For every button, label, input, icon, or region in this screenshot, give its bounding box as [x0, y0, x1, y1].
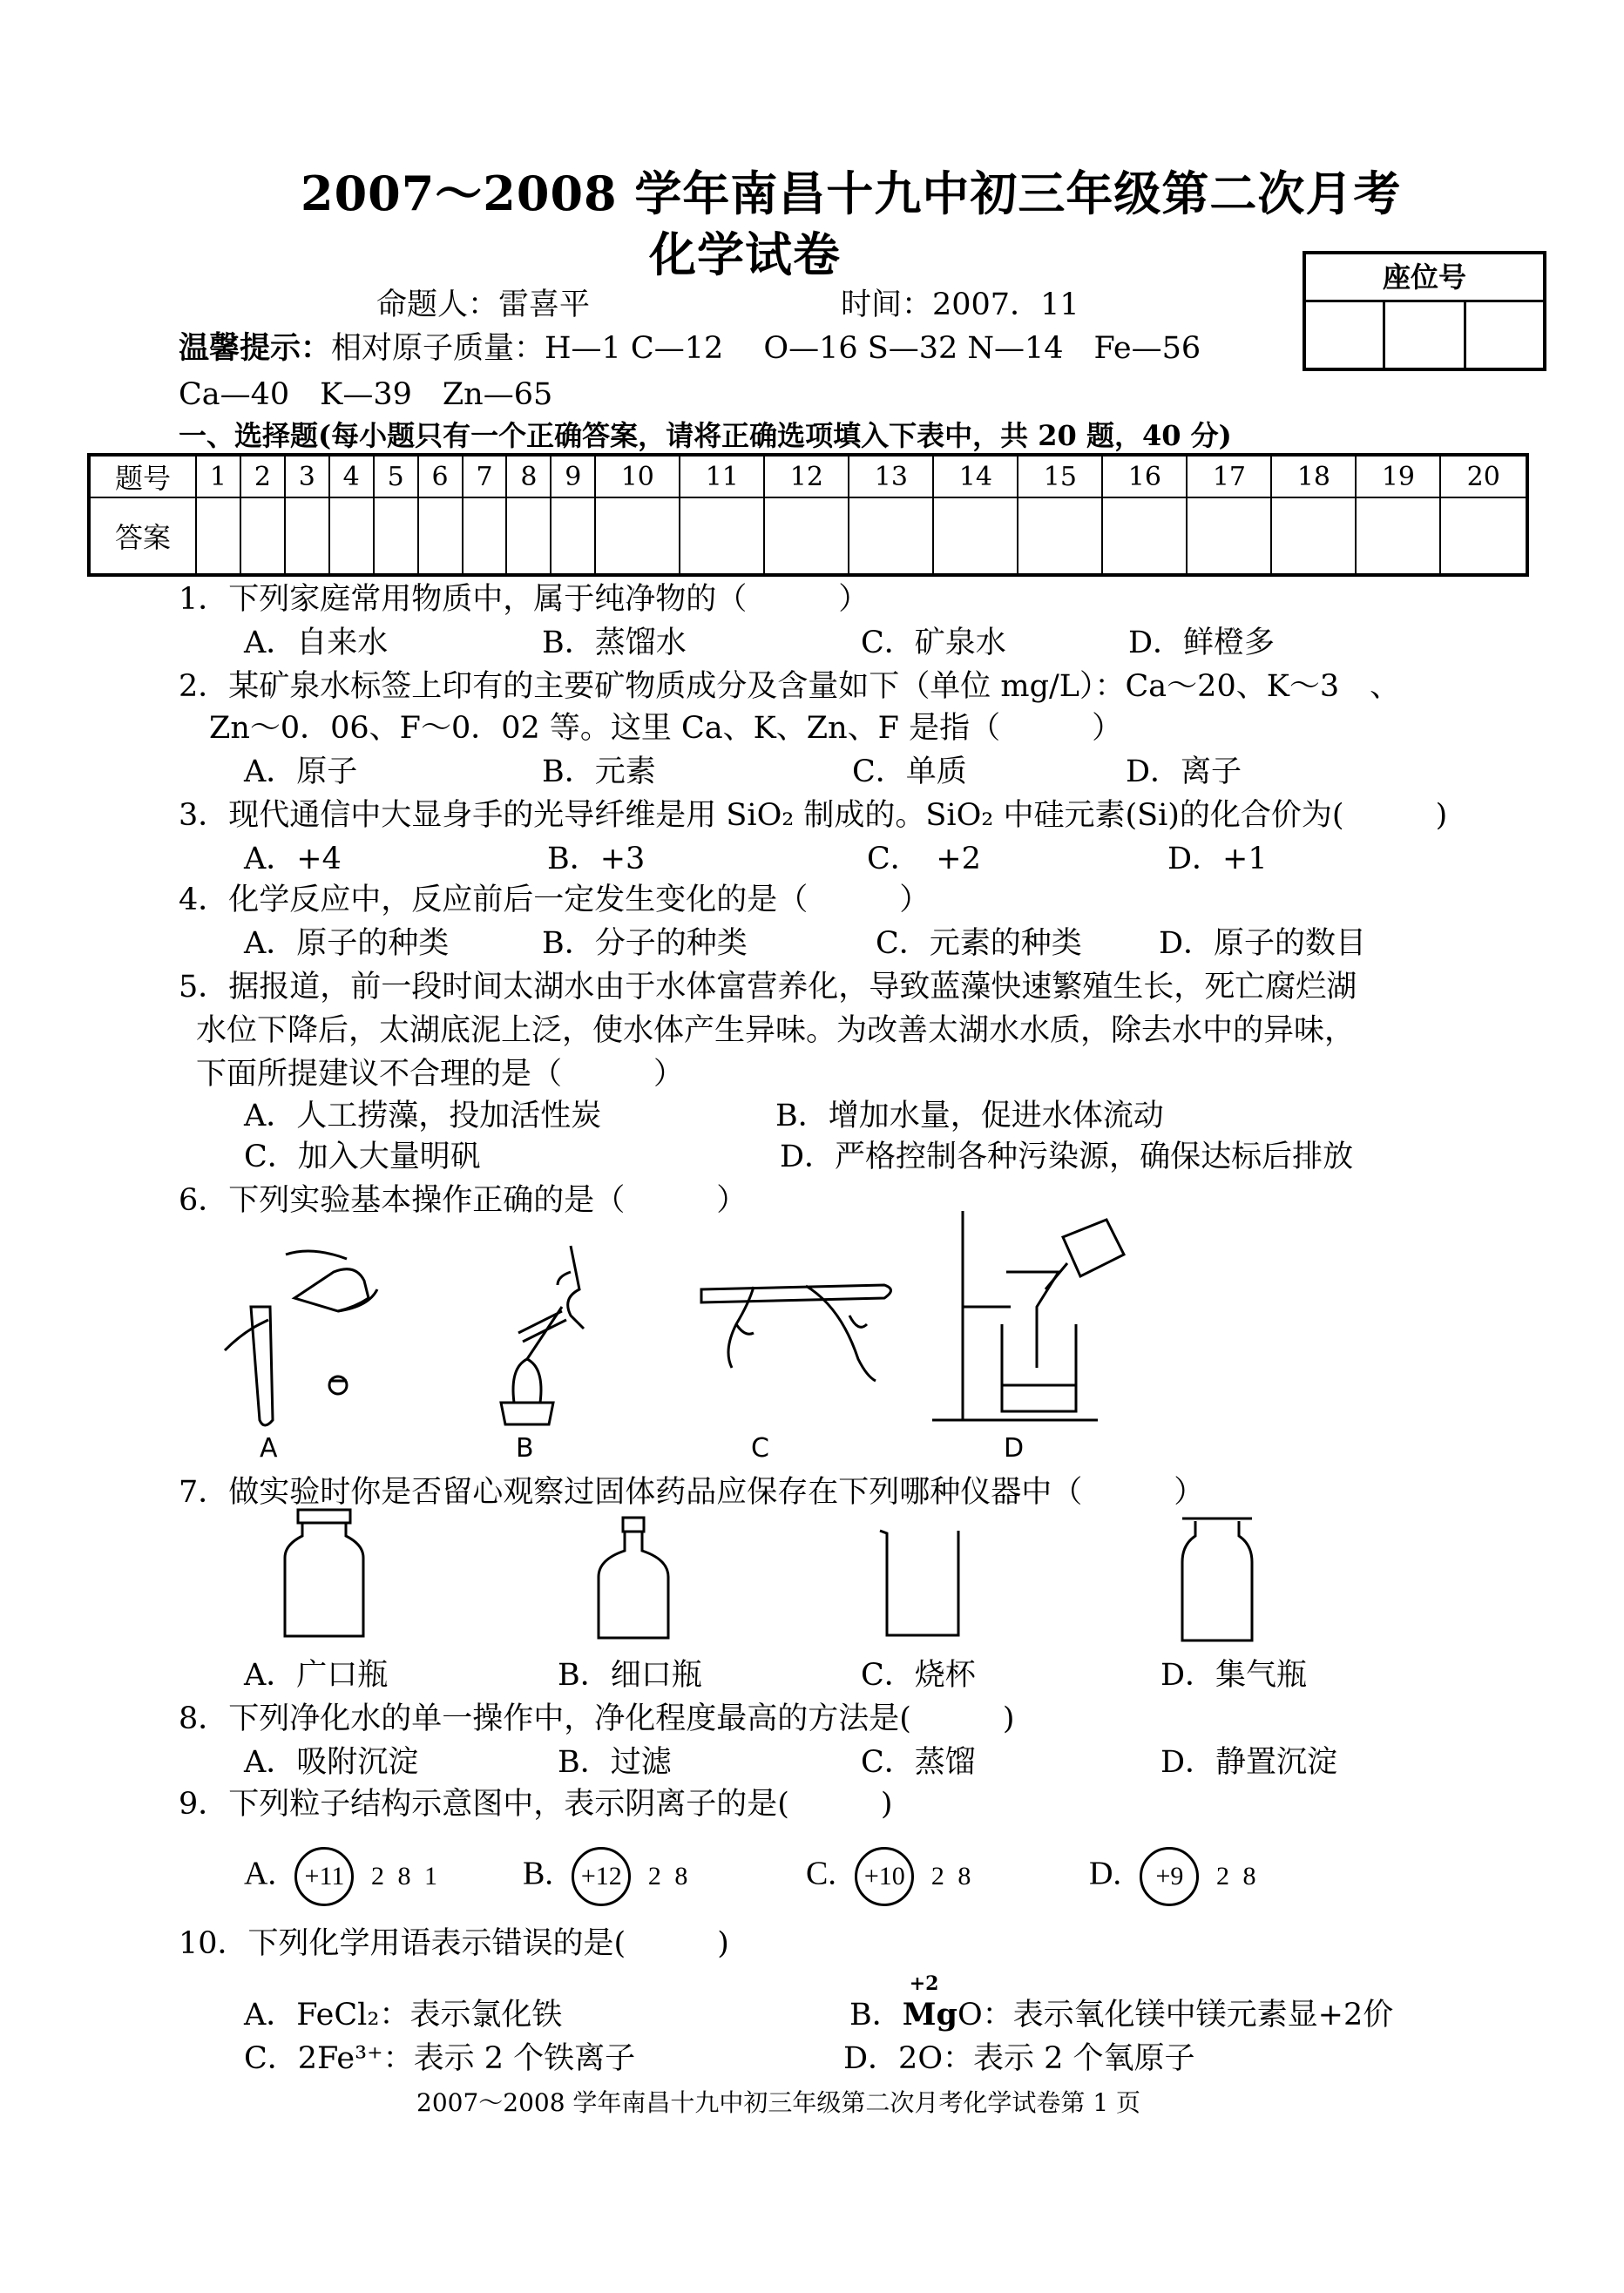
answer-cell[interactable] — [463, 497, 507, 575]
question-6: 6．下列实验基本操作正确的是（ ） — [179, 1183, 748, 1218]
question-number-cell: 18 — [1271, 455, 1356, 497]
q10-option-b — [849, 1972, 1394, 2034]
q4-option-d: D．原子的数目 — [1159, 926, 1367, 961]
answer-cell[interactable] — [933, 497, 1018, 575]
q10-b-prefix: B． — [849, 1998, 903, 2033]
smelling-gas-illustration — [475, 1237, 623, 1441]
answer-cell[interactable] — [374, 497, 418, 575]
q3-option-c: C． +2 — [867, 842, 981, 876]
valence-mark: +2 — [909, 1972, 939, 1995]
q4-option-b: B．分子的种类 — [542, 926, 748, 961]
question-number-cell: 12 — [764, 455, 849, 497]
seat-number-box — [1303, 251, 1546, 371]
answer-cell[interactable] — [240, 497, 285, 575]
q10-option-c: C．2Fe³⁺：表示 2 个铁离子 — [244, 2041, 636, 2076]
ion-diagram-b — [523, 1847, 691, 1906]
q8-option-d: D．静置沉淀 — [1160, 1745, 1338, 1780]
fig6-label-d: D — [1004, 1433, 1025, 1464]
answer-cell[interactable] — [1187, 497, 1271, 575]
ion-label-d: D. — [1089, 1855, 1121, 1892]
answer-cell[interactable] — [285, 497, 329, 575]
nucleus-c: +10 — [855, 1847, 914, 1906]
answer-cell[interactable] — [1440, 497, 1527, 575]
question-7: 7．做实验时你是否留心观察过固体药品应保存在下列哪种仪器中（ ） — [179, 1475, 1205, 1510]
q3-option-d: D．+1 — [1167, 842, 1268, 876]
question-number-cell: 7 — [463, 455, 507, 497]
question-number-cell: 16 — [1102, 455, 1187, 497]
shells-b: 2 8 — [647, 1861, 692, 1891]
q1-option-a: A．自来水 — [244, 626, 389, 660]
question-number-cell: 5 — [374, 455, 418, 497]
question-9: 9．下列粒子结构示意图中，表示阴离子的是( ) — [179, 1787, 893, 1822]
ion-label-b: B. — [523, 1855, 553, 1892]
author: 命题人：雷喜平 — [376, 287, 591, 322]
question-1: 1．下列家庭常用物质中，属于纯净物的（ ） — [179, 582, 870, 617]
tip-label: 温馨提示： — [179, 330, 332, 366]
answer-cell[interactable] — [595, 497, 680, 575]
mg-symbol: Mg — [902, 1997, 957, 2033]
narrow-mouth-bottle-icon — [594, 1516, 673, 1646]
answer-table — [87, 453, 1529, 577]
question-number-cell: 10 — [595, 455, 680, 497]
answer-cell[interactable] — [1356, 497, 1440, 575]
q4-option-a: A．原子的种类 — [244, 926, 450, 961]
question-number-cell: 6 — [418, 455, 463, 497]
q5-option-c: C．加入大量明矾 — [244, 1140, 481, 1174]
row-label-number: 题号 — [89, 455, 196, 497]
q3-option-a: A．+4 — [244, 842, 342, 876]
question-number-cell: 2 — [240, 455, 285, 497]
answer-cell[interactable] — [551, 497, 595, 575]
q10-option-d: D．2O：表示 2 个氧原子 — [843, 2041, 1195, 2076]
fig6-label-a: A — [260, 1433, 278, 1464]
shells-a: 2 8 1 — [370, 1861, 441, 1891]
fig6-label-b: B — [516, 1433, 534, 1464]
question-number-cell: 11 — [680, 455, 764, 497]
row-label-answer: 答案 — [89, 497, 196, 575]
q7-option-a: A．广口瓶 — [244, 1658, 389, 1693]
nucleus-a: +11 — [294, 1847, 354, 1906]
answer-cell[interactable] — [680, 497, 764, 575]
question-number-cell: 15 — [1018, 455, 1102, 497]
ion-diagram-a — [244, 1847, 441, 1906]
ion-diagram-c — [806, 1847, 974, 1906]
q2-option-c: C．单质 — [852, 754, 967, 789]
section-heading: 一、选择题(每小题只有一个正确答案，请将正确选项填入下表中，共 20 题，40 分) — [179, 419, 1232, 452]
question-number-cell: 17 — [1187, 455, 1271, 497]
shells-c: 2 8 — [930, 1861, 975, 1891]
seat-number-label: 座位号 — [1306, 254, 1543, 302]
q7-option-b: B．细口瓶 — [558, 1658, 702, 1693]
question-2-line2: Zn～0．06、F～0．02 等。这里 Ca、K、Zn、F 是指（ ） — [209, 711, 1123, 746]
q10-b-text: O：表示氧化镁中镁元素显+2价 — [957, 1998, 1394, 2033]
question-10: 10．下列化学用语表示错误的是( ) — [179, 1926, 729, 1961]
ion-label-c: C. — [806, 1855, 836, 1892]
filtration-illustration — [924, 1211, 1133, 1432]
q1-option-d: D．鲜橙多 — [1128, 626, 1276, 660]
question-number-cell: 19 — [1356, 455, 1440, 497]
question-number-cell: 8 — [506, 455, 551, 497]
answer-cell[interactable] — [418, 497, 463, 575]
wide-mouth-bottle-icon — [281, 1505, 368, 1644]
tip-text: 相对原子质量：H—1 C—12 O—16 S—32 N—14 Fe—56 — [331, 331, 1201, 366]
tip-line2: Ca—40 K—39 Zn—65 — [179, 377, 553, 412]
nucleus-d: +9 — [1140, 1847, 1199, 1906]
answer-cell[interactable] — [196, 497, 240, 575]
question-8: 8．下列净化水的单一操作中，净化程度最高的方法是( ) — [179, 1701, 1015, 1736]
gas-jar-icon — [1178, 1514, 1256, 1647]
question-number-cell: 20 — [1440, 455, 1527, 497]
heating-test-tube-illustration — [684, 1237, 910, 1415]
answer-cell[interactable] — [849, 497, 933, 575]
answer-cell[interactable] — [506, 497, 551, 575]
ion-label-a: A. — [244, 1855, 276, 1892]
q3-option-b: B．+3 — [547, 842, 646, 876]
q5-option-a: A．人工捞藻，投加活性炭 — [244, 1099, 602, 1133]
page-title: 2007～2008 学年南昌十九中初三年级第二次月考 — [301, 166, 1402, 221]
q8-option-b: B．过滤 — [558, 1745, 672, 1780]
tip — [179, 324, 1201, 368]
q2-option-d: D．离子 — [1126, 754, 1242, 789]
question-5-line3: 下面所提建议不合理的是（ ） — [196, 1057, 685, 1092]
answer-cell[interactable] — [1102, 497, 1187, 575]
nucleus-b: +12 — [572, 1847, 631, 1906]
question-number-cell: 13 — [849, 455, 933, 497]
q7-option-c: C．烧杯 — [861, 1658, 976, 1693]
q8-option-c: C．蒸馏 — [861, 1745, 976, 1780]
q4-option-c: C．元素的种类 — [876, 926, 1082, 961]
subject-title: 化学试卷 — [649, 227, 841, 282]
answer-cell[interactable] — [764, 497, 849, 575]
q10-option-a: A．FeCl₂：表示氯化铁 — [244, 1998, 563, 2033]
question-number-cell: 3 — [285, 455, 329, 497]
q1-option-b: B．蒸馏水 — [542, 626, 687, 660]
beaker-icon — [878, 1526, 965, 1643]
question-number-cell: 14 — [933, 455, 1018, 497]
answer-cell[interactable] — [329, 497, 374, 575]
question-2-line1: 2．某矿泉水标签上印有的主要矿物质成分及含量如下（单位 mg/L）：Ca～20、K～3 、 — [179, 669, 1401, 704]
question-number-cell: 9 — [551, 455, 595, 497]
question-5-line1: 5．据报道，前一段时间太湖水由于水体富营养化，导致蓝藻快速繁殖生长，死亡腐烂湖 — [179, 970, 1357, 1004]
q5-option-d: D．严格控制各种污染源，确保达标后排放 — [780, 1140, 1354, 1174]
answer-cell[interactable] — [1271, 497, 1356, 575]
q2-option-a: A．原子 — [244, 754, 358, 789]
question-number-cell: 4 — [329, 455, 374, 497]
q8-option-a: A．吸附沉淀 — [244, 1745, 419, 1780]
q5-option-b: B．增加水量，促进水体流动 — [775, 1099, 1164, 1133]
shells-d: 2 8 — [1215, 1861, 1260, 1891]
answer-cell[interactable] — [1018, 497, 1102, 575]
question-5-line2: 水位下降后，太湖底泥上泛，使水体产生异味。为改善太湖水水质，除去水中的异味， — [196, 1013, 1356, 1048]
question-number-cell: 1 — [196, 455, 240, 497]
fig6-label-c: C — [751, 1433, 769, 1464]
page-footer: 2007～2008 学年南昌十九中初三年级第二次月考化学试卷第 1 页 — [416, 2088, 1141, 2117]
question-4: 4．化学反应中，反应前后一定发生变化的是（ ） — [179, 883, 930, 917]
q1-option-c: C．矿泉水 — [861, 626, 1006, 660]
ion-diagram-d — [1089, 1847, 1259, 1906]
question-3: 3．现代通信中大显身手的光导纤维是用 SiO₂ 制成的。SiO₂ 中硅元素(Si)的化合价为( ) — [179, 798, 1448, 833]
q2-option-b: B．元素 — [542, 754, 656, 789]
q7-option-d: D．集气瓶 — [1160, 1658, 1308, 1693]
pouring-liquid-illustration — [207, 1237, 390, 1441]
exam-time: 时间：2007．11 — [841, 287, 1079, 322]
